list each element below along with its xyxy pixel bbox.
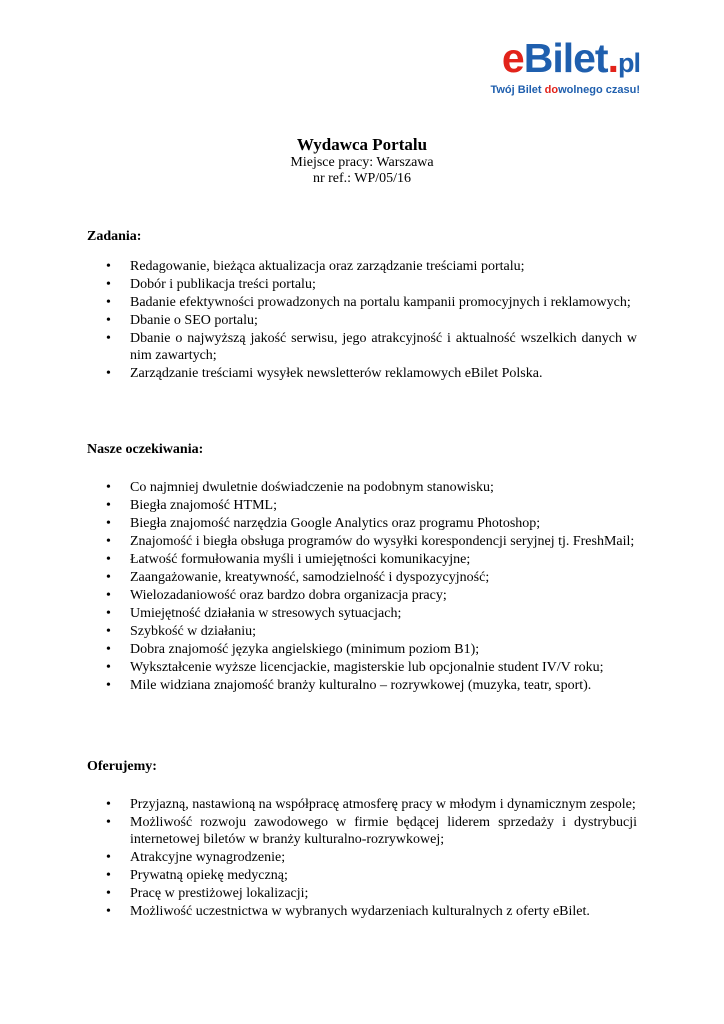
list-item: • Biegła znajomość HTML; bbox=[87, 497, 637, 514]
section-heading: Oferujemy: bbox=[87, 759, 157, 774]
tasks-list bbox=[87, 258, 637, 382]
offer-list bbox=[87, 796, 637, 920]
expectations-list bbox=[87, 479, 637, 694]
ebilet-logo bbox=[490, 35, 640, 96]
list-item: • Przyjazną, nastawioną na współpracę atmosferę pracy w młodym i dynamicznym zespole; bbox=[87, 796, 637, 813]
list-item: • Atrakcyjne wynagrodzenie; bbox=[87, 849, 637, 866]
list-item: • Wielozadaniowość oraz bardzo dobra organizacja pracy; bbox=[87, 587, 637, 604]
logo-wordmark: eBilet.pl bbox=[501, 35, 640, 81]
list-item: • Łatwość formułowania myśli i umiejętności komunikacyjne; bbox=[87, 551, 637, 568]
list-item: • Redagowanie, bieżąca aktualizacja oraz zarządzanie treściami portalu; bbox=[87, 258, 637, 275]
logo-tagline: Twój Bilet dowolnego czasu! bbox=[490, 84, 640, 96]
list-item: • Umiejętność działania w stresowych sytuacjach; bbox=[87, 605, 637, 622]
list-item: • Prywatną opiekę medyczną; bbox=[87, 867, 637, 884]
list-item: • Możliwość rozwoju zawodowego w firmie będącej liderem sprzedaży i dystrybucji internetowej biletów w branży kulturalno-rozrywkowej; bbox=[87, 814, 637, 848]
list-item: • Możliwość uczestnictwa w wybranych wydarzeniach kulturalnych z oferty eBilet. bbox=[87, 903, 637, 920]
list-item: • Dobór i publikacja treści portalu; bbox=[87, 276, 637, 293]
section-heading: Nasze oczekiwania: bbox=[87, 442, 204, 457]
list-item: • Dbanie o najwyższą jakość serwisu, jego atrakcyjność i aktualność wszelkich danych w nim zawartych; bbox=[87, 330, 637, 364]
list-item: • Co najmniej dwuletnie doświadczenie na podobnym stanowisku; bbox=[87, 479, 637, 496]
list-item: • Zarządzanie treściami wysyłek newsletterów reklamowych eBilet Polska. bbox=[87, 365, 637, 382]
list-item: • Mile widziana znajomość branży kulturalno – rozrywkowej (muzyka, teatr, sport). bbox=[87, 677, 637, 694]
section-heading: Zadania: bbox=[87, 229, 142, 244]
section-tasks bbox=[87, 228, 637, 383]
list-item: • Badanie efektywności prowadzonych na portalu kampanii promocyjnych i reklamowych; bbox=[87, 294, 637, 311]
section-offer bbox=[87, 758, 637, 921]
document-header bbox=[0, 135, 724, 187]
list-item: • Szybkość w działaniu; bbox=[87, 623, 637, 640]
list-item: • Wykształcenie wyższe licencjackie, magisterskie lub opcjonalnie student IV/V roku; bbox=[87, 659, 637, 676]
list-item: • Pracę w prestiżowej lokalizacji; bbox=[87, 885, 637, 902]
page-title: Wydawca Portalu bbox=[296, 135, 428, 154]
list-item: • Biegła znajomość narzędzia Google Analytics oraz programu Photoshop; bbox=[87, 515, 637, 532]
section-expectations bbox=[87, 441, 637, 695]
list-item: • Dobra znajomość języka angielskiego (minimum poziom B1); bbox=[87, 641, 637, 658]
job-location: Miejsce pracy: Warszawa bbox=[290, 155, 434, 170]
list-item: • Zaangażowanie, kreatywność, samodzielność i dyspozycyjność; bbox=[87, 569, 637, 586]
list-item: • Dbanie o SEO portalu; bbox=[87, 312, 637, 329]
reference-number: nr ref.: WP/05/16 bbox=[312, 171, 412, 186]
list-item: • Znajomość i biegła obsługa programów do wysyłki korespondencji seryjnej tj. FreshMail; bbox=[87, 533, 637, 550]
